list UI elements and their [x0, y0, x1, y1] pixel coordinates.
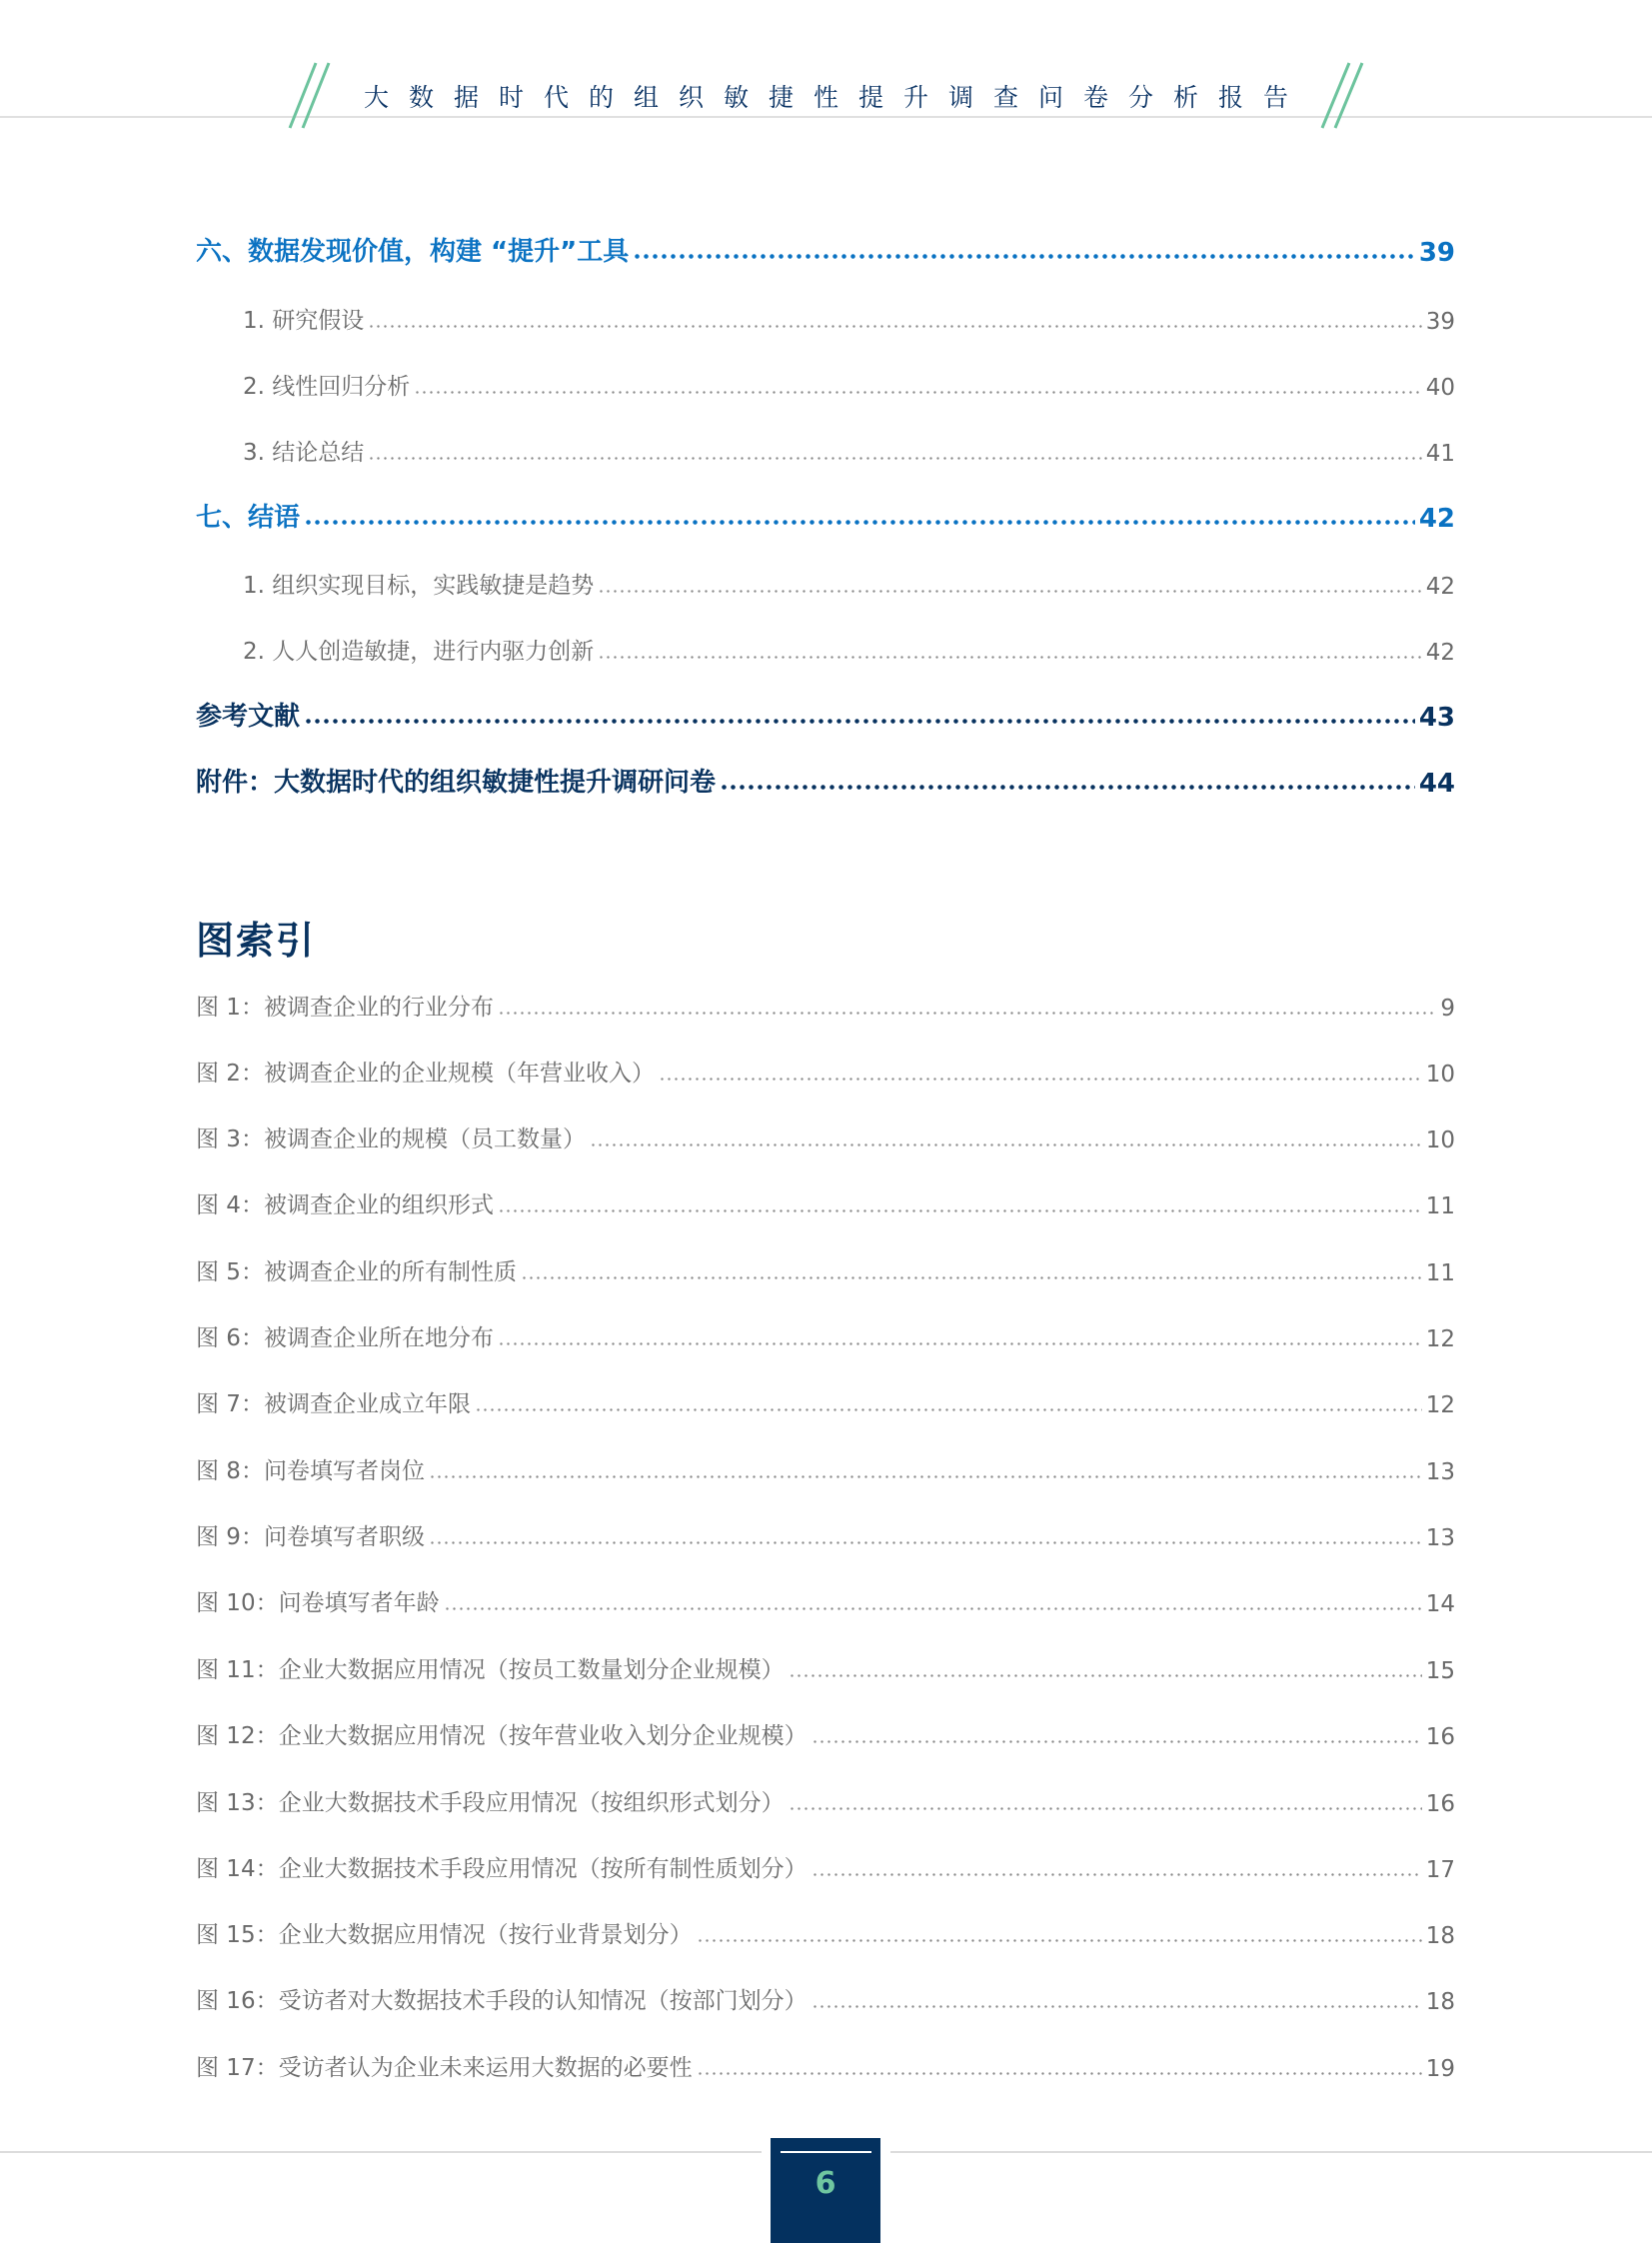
toc-entry-page: 41	[1425, 441, 1455, 467]
figure-entry-label: 图 1：被调查企业的行业分布	[196, 995, 494, 1021]
dot-leader	[598, 553, 1421, 593]
figure-entry[interactable]	[196, 1445, 1455, 1485]
figure-entry-page: 18	[1425, 1923, 1455, 1949]
figure-entry[interactable]	[196, 1909, 1455, 1949]
figure-entry-page: 16	[1425, 1791, 1455, 1817]
running-header-title: 大数据时代的组织敏捷性提升调查问卷分析报告	[363, 83, 1308, 112]
figure-entry-page: 17	[1425, 1857, 1455, 1883]
toc-entry-page: 40	[1425, 375, 1455, 401]
figure-index-title: 图索引	[196, 919, 317, 963]
toc-entry-label: 参考文献	[196, 702, 301, 732]
toc-entry-label: 1. 组织实现目标，实践敏捷是趋势	[243, 573, 595, 599]
figure-entry-page: 14	[1425, 1591, 1455, 1617]
dot-leader	[633, 219, 1415, 259]
figure-entry-label: 图 17：受访者认为企业未来运用大数据的必要性	[196, 2055, 693, 2081]
page-number-badge	[771, 2138, 880, 2243]
figure-entry[interactable]	[196, 1644, 1455, 1684]
figure-entry[interactable]	[196, 1975, 1455, 2015]
dot-leader	[659, 1041, 1422, 1081]
dot-leader	[697, 1902, 1422, 1942]
toc-entry-label: 六、数据发现价值，构建 “提升”工具	[196, 237, 630, 267]
figure-entry-label: 图 11：企业大数据应用情况（按员工数量划分企业规模）	[196, 1657, 785, 1683]
footer-divider-left	[0, 2151, 762, 2153]
toc-entry[interactable]	[196, 427, 1455, 467]
figure-entry[interactable]	[196, 1710, 1455, 1750]
dot-leader	[812, 1836, 1422, 1876]
figure-entry-page: 10	[1425, 1127, 1455, 1153]
figure-entry-page: 12	[1425, 1326, 1455, 1352]
toc-entry-page: 44	[1418, 769, 1455, 799]
figure-entry-label: 图 3：被调查企业的规模（员工数量）	[196, 1126, 586, 1152]
toc-entry[interactable]	[196, 759, 1455, 799]
header-slash-decoration	[0, 0, 1652, 140]
figure-entry-label: 图 9：问卷填写者职级	[196, 1524, 425, 1550]
figure-entry-label: 图 7：被调查企业成立年限	[196, 1391, 471, 1417]
toc-entry-page: 43	[1418, 703, 1455, 733]
dot-leader	[697, 2035, 1422, 2075]
figure-entry-page: 19	[1425, 2056, 1455, 2082]
toc-entry-label: 七、结语	[196, 503, 301, 533]
toc-entry-page: 42	[1418, 504, 1455, 534]
toc-entry[interactable]	[196, 494, 1455, 534]
figure-entry-page: 13	[1425, 1459, 1455, 1485]
figure-entry-label: 图 10：问卷填写者年龄	[196, 1590, 440, 1616]
dot-leader	[475, 1371, 1422, 1411]
toc-entry-label: 3. 结论总结	[243, 440, 365, 466]
dot-leader	[789, 1770, 1422, 1810]
figure-entry-page: 11	[1425, 1260, 1455, 1286]
figure-entry[interactable]	[196, 1843, 1455, 1883]
figure-entry-label: 图 2：被调查企业的企业规模（年营业收入）	[196, 1061, 655, 1087]
dot-leader	[444, 1570, 1422, 1610]
dot-leader	[720, 750, 1415, 790]
figure-entry[interactable]	[196, 1777, 1455, 1817]
dot-leader	[498, 1305, 1422, 1345]
figure-entry-page: 12	[1425, 1392, 1455, 1418]
dot-leader	[304, 485, 1415, 525]
figure-entry-page: 13	[1425, 1525, 1455, 1551]
dot-leader	[368, 288, 1421, 328]
toc-entry[interactable]	[196, 228, 1455, 268]
figure-entry-label: 图 4：被调查企业的组织形式	[196, 1192, 494, 1218]
toc-entry[interactable]	[196, 560, 1455, 600]
figure-entry-label: 图 15：企业大数据应用情况（按行业背景划分）	[196, 1922, 693, 1948]
figure-entry-label: 图 12：企业大数据应用情况（按年营业收入划分企业规模）	[196, 1723, 808, 1749]
dot-leader	[498, 975, 1436, 1015]
dot-leader	[812, 1968, 1422, 2008]
figure-entry[interactable]	[196, 1312, 1455, 1352]
dot-leader	[429, 1438, 1422, 1478]
figure-entry-page: 15	[1425, 1658, 1455, 1684]
toc-entry-label: 1. 研究假设	[243, 308, 365, 334]
toc-entry-label: 附件：大数据时代的组织敏捷性提升调研问卷	[196, 768, 717, 798]
toc-entry-label: 2. 人人创造敏捷，进行内驱力创新	[243, 639, 595, 665]
dot-leader	[429, 1504, 1422, 1544]
toc-entry-page: 42	[1425, 640, 1455, 666]
page-number-bar	[781, 2151, 871, 2153]
toc-entry-page: 39	[1418, 238, 1455, 268]
page-number: 6	[815, 2166, 836, 2201]
figure-entry[interactable]	[196, 1511, 1455, 1551]
figure-entry-page: 18	[1425, 1989, 1455, 2015]
figure-entry-label: 图 6：被调查企业所在地分布	[196, 1325, 494, 1351]
toc-entry-page: 39	[1425, 309, 1455, 335]
figure-entry-page: 10	[1425, 1062, 1455, 1088]
toc-entry[interactable]	[196, 295, 1455, 335]
figure-entry[interactable]	[196, 1378, 1455, 1418]
figure-entry-label: 图 8：问卷填写者岗位	[196, 1458, 425, 1484]
dot-leader	[521, 1239, 1422, 1279]
toc-entry[interactable]	[196, 626, 1455, 666]
dot-leader	[414, 354, 1421, 394]
figure-entry-label: 图 13：企业大数据技术手段应用情况（按组织形式划分）	[196, 1790, 785, 1816]
dot-leader	[368, 420, 1421, 460]
figure-entry[interactable]	[196, 1048, 1455, 1088]
dot-leader	[789, 1637, 1422, 1677]
figure-entry[interactable]	[196, 1577, 1455, 1617]
toc-entry[interactable]	[196, 693, 1455, 733]
figure-entry-label: 图 5：被调查企业的所有制性质	[196, 1259, 517, 1285]
dot-leader	[304, 684, 1415, 724]
dot-leader	[812, 1703, 1422, 1743]
toc-entry[interactable]	[196, 361, 1455, 401]
figure-entry[interactable]	[196, 982, 1455, 1022]
figure-entry-page: 11	[1425, 1193, 1455, 1219]
footer-divider-right	[890, 2151, 1652, 2153]
dot-leader	[590, 1107, 1422, 1146]
figure-entry[interactable]	[196, 1246, 1455, 1286]
figure-entry-page: 9	[1440, 996, 1455, 1022]
figure-entry[interactable]	[196, 1179, 1455, 1219]
figure-entry-label: 图 14：企业大数据技术手段应用情况（按所有制性质划分）	[196, 1856, 808, 1882]
toc-entry-label: 2. 线性回归分析	[243, 374, 411, 400]
dot-leader	[498, 1172, 1422, 1212]
figure-entry[interactable]	[196, 1114, 1455, 1153]
toc-entry-page: 42	[1425, 574, 1455, 600]
dot-leader	[598, 619, 1421, 659]
figure-entry[interactable]	[196, 2042, 1455, 2082]
figure-entry-label: 图 16：受访者对大数据技术手段的认知情况（按部门划分）	[196, 1988, 808, 2014]
figure-entry-page: 16	[1425, 1724, 1455, 1750]
